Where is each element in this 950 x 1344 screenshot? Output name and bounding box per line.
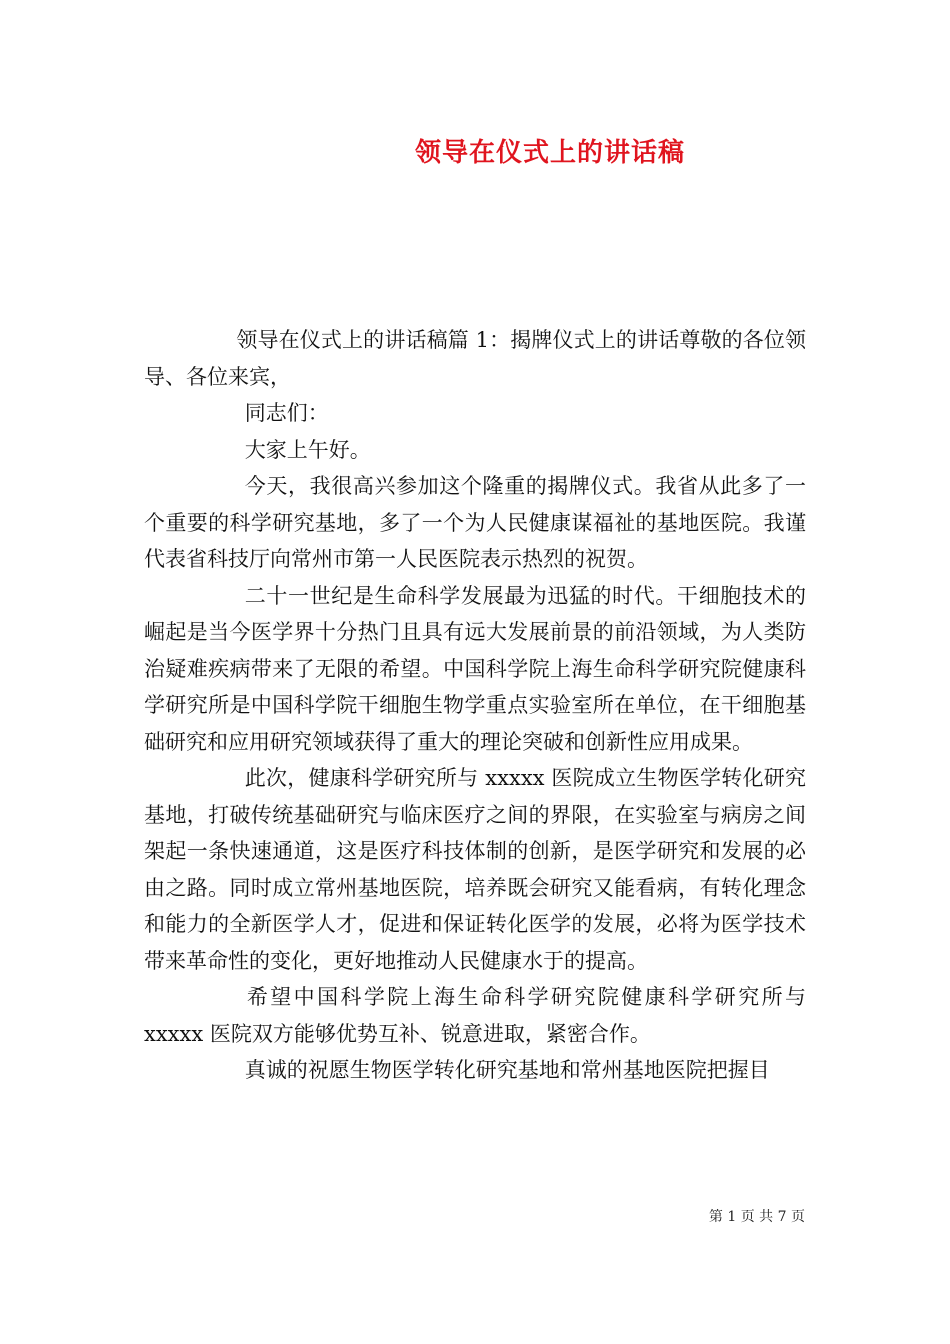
paragraph-wishes: 真诚的祝愿生物医学转化研究基地和常州基地医院把握目	[244, 1058, 770, 1082]
paragraph-hope: 希望中国科学院上海生命科学研究院健康科学研究所与 xxxxx 医院双方能够优势互补、锐意进取，紧密合作。	[144, 985, 806, 1046]
document-body	[144, 322, 806, 1089]
paragraph-salutation: 同志们：	[244, 401, 329, 425]
page-number: 第 1 页 共 7 页	[708, 1209, 805, 1225]
paragraph-greeting: 大家上午好。	[244, 437, 371, 462]
paragraph-congratulations: 今天，我很高兴参加这个隆重的揭牌仪式。我省从此多了一个重要的科学研究基地，多了一个为人民健康谋福祉的基地医院。我谨代表省科技厅向常州市第一人民医院表示热烈的祝贺。	[144, 474, 806, 571]
paragraph-intro: 领导在仪式上的讲话稿篇 1：揭牌仪式上的讲话尊敬的各位领导、各位来宾，	[144, 328, 806, 389]
paragraph-stem-cell: 二十一世纪是生命科学发展最为迅猛的时代。干细胞技术的崛起是当今医学界十分热门且具有远大发展前景的前沿领域，为人类防治疑难疾病带来了无限的希望。中国科学院上海生命科学研究院健康科学研究所是中国科学院干细胞生物学重点实验室所在单位，在干细胞基础研究和应用研究领域获得了重大的理论突破和创新性应用成果。	[144, 583, 806, 754]
document-title: 领导在仪式上的讲话稿	[414, 138, 685, 168]
paragraph-base-establishment: 此次，健康科学研究所与 xxxxx 医院成立生物医学转化研究基地，打破传统基础研究与临床医疗之间的界限，在实验室与病房之间架起一条快速通道，这是医疗科技体制的创新，是医学研究和发展的必由之路。同时成立常州基地医院，培养既会研究又能看病，有转化理念和能力的全新医学人才，促进和保证转化医学的发展，必将为医学技术带来革命性的变化，更好地推动人民健康水于的提高。	[144, 766, 806, 973]
